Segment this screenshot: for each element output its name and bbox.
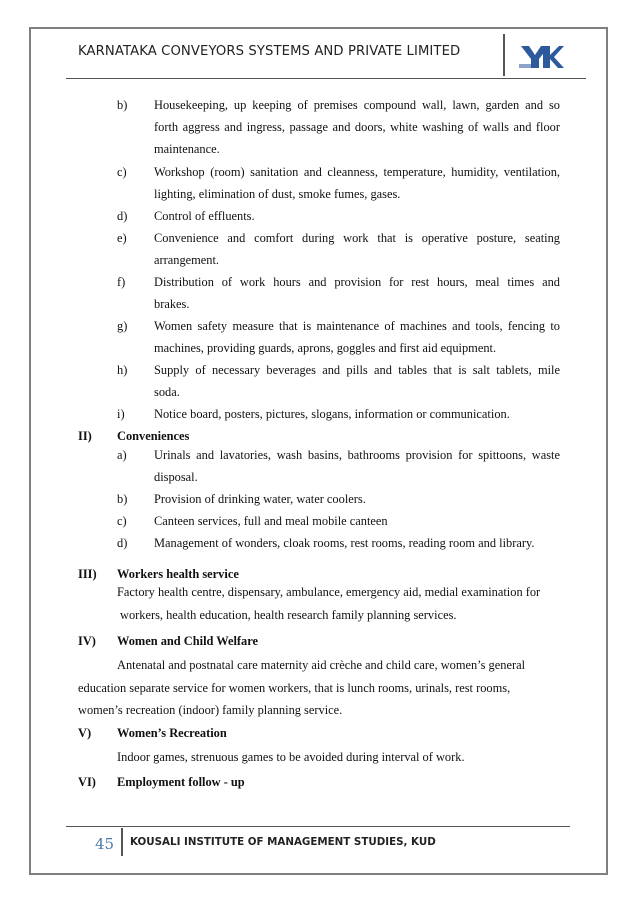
item-text: brakes. <box>154 297 190 311</box>
item-label: b) <box>117 492 128 506</box>
item-text: Management of wonders, cloak rooms, rest rooms, reading room and library. <box>154 536 535 550</box>
header-rule <box>66 78 586 79</box>
paragraph-line: Antenatal and postnatal care maternity aid crèche and child care, women’s general <box>117 658 526 672</box>
item-label: f) <box>117 275 126 289</box>
header-divider <box>503 34 505 76</box>
section-title: Women and Child Welfare <box>117 634 259 648</box>
item-text: machines, providing guards, aprons, goggles and first aid equipment. <box>154 341 497 355</box>
section-numeral: III) <box>78 567 97 581</box>
item-text: Supply of necessary beverages and pills and tables that is salt tablets, mile <box>154 363 560 377</box>
item-label: c) <box>117 165 127 179</box>
paragraph-line: Indoor games, strenuous games to be avoided during interval of work. <box>117 750 465 764</box>
paragraph-line: women’s recreation (indoor) family planning service. <box>78 703 343 717</box>
section-numeral: V) <box>78 726 92 740</box>
item-text: arrangement. <box>154 253 220 267</box>
item-text: Workshop (room) sanitation and cleanness, temperature, humidity, ventilation, <box>154 165 560 179</box>
section-numeral: II) <box>78 429 92 443</box>
item-text: Women safety measure that is maintenance of machines and tools, fencing to <box>154 319 560 333</box>
item-text: disposal. <box>154 470 198 484</box>
item-text: Canteen services, full and meal mobile canteen <box>154 514 388 528</box>
item-text: Urinals and lavatories, wash basins, bathrooms provision for spittoons, waste <box>154 448 560 462</box>
item-label: a) <box>117 448 127 462</box>
page-number: 45 <box>95 835 115 853</box>
item-text: Provision of drinking water, water coolers. <box>154 492 366 506</box>
section-numeral: IV) <box>78 634 96 648</box>
item-text: Control of effluents. <box>154 209 255 223</box>
item-label: b) <box>117 98 128 112</box>
item-label: h) <box>117 363 128 377</box>
item-text: forth aggress and ingress, passage and doors, white washing of walls and floor <box>154 120 560 134</box>
item-label: e) <box>117 231 127 245</box>
item-text: Housekeeping, up keeping of premises compound wall, lawn, garden and so <box>154 98 560 112</box>
item-text: lighting, elimination of dust, smoke fumes, gases. <box>154 187 401 201</box>
paragraph-line: workers, health education, health research family planning services. <box>120 608 457 622</box>
paragraph-line: Factory health centre, dispensary, ambulance, emergency aid, medial examination for <box>117 585 541 599</box>
footer-rule <box>66 826 570 827</box>
item-label: c) <box>117 514 127 528</box>
paragraph-line: education separate service for women workers, that is lunch rooms, urinals, rest rooms, <box>78 681 511 695</box>
item-text: Notice board, posters, pictures, slogans, information or communication. <box>154 407 510 421</box>
section-title: Employment follow - up <box>117 775 245 789</box>
section-title: Women’s Recreation <box>117 726 227 740</box>
section-title: Workers health service <box>117 567 239 581</box>
item-label: i) <box>117 407 125 421</box>
item-text: maintenance. <box>154 142 220 156</box>
section-title: Conveniences <box>117 429 190 443</box>
item-text: soda. <box>154 385 180 399</box>
header-title: KARNATAKA CONVEYORS SYSTEMS AND PRIVATE LIMITED <box>78 44 461 59</box>
item-label: g) <box>117 319 128 333</box>
footer-institute: KOUSALI INSTITUTE OF MANAGEMENT STUDIES, KUD <box>130 836 436 848</box>
item-text: Convenience and comfort during work that is operative posture, seating <box>154 231 560 245</box>
section-numeral: VI) <box>78 775 96 789</box>
company-logo <box>515 38 565 74</box>
item-text: Distribution of work hours and provision for rest hours, meal times and <box>154 275 560 289</box>
footer-divider <box>121 828 123 856</box>
item-label: d) <box>117 209 128 223</box>
item-label: d) <box>117 536 128 550</box>
